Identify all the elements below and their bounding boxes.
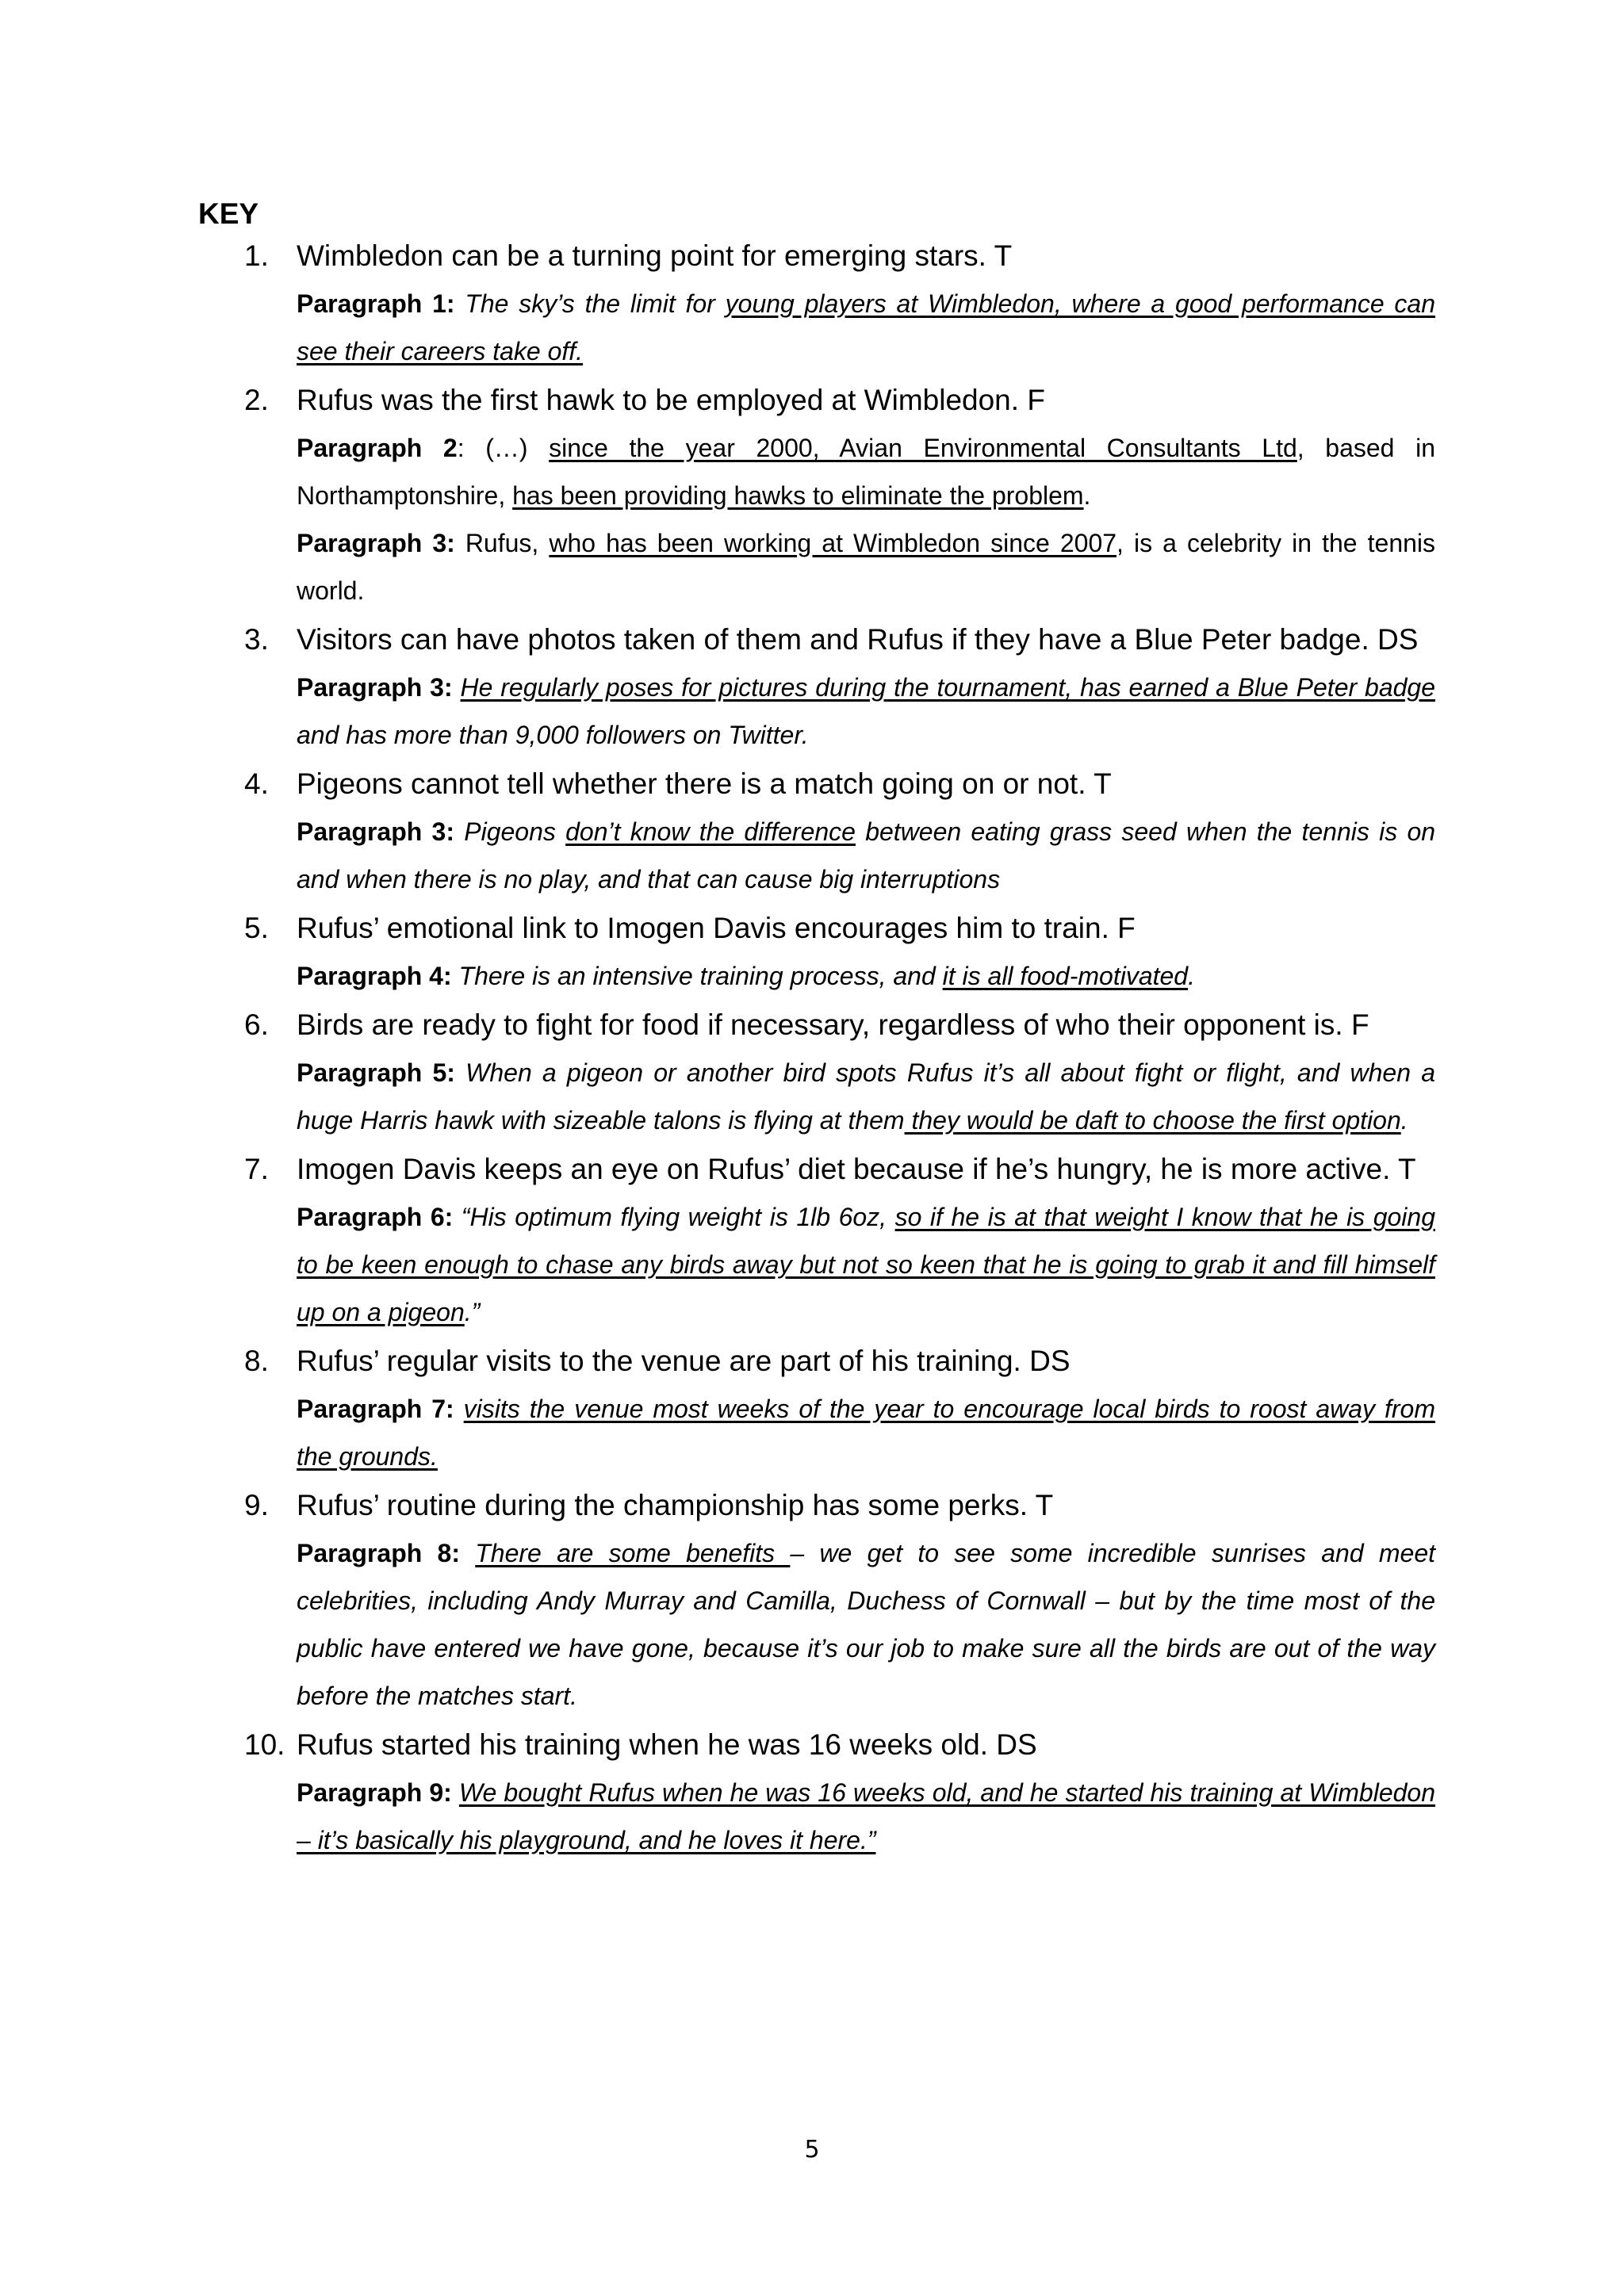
evidence-quote [297,952,1435,1000]
underlined-quote-text: We bought Rufus when he was 16 weeks old, and he started his training at Wimbledon – it’s basically his playground, and he loves it here.” [297,1778,1436,1854]
item-number: 2. [244,384,269,416]
quote-text [452,962,459,990]
quote-text [455,1058,465,1087]
paragraph-label: Paragraph 4: [297,962,452,990]
paragraph-label: Paragraph 3: [297,817,454,846]
answer-item [198,1001,1435,1144]
item-statement: Visitors can have photos taken of them and Rufus if they have a Blue Peter badge. DS [297,623,1419,656]
paragraph-label: Paragraph 8: [297,1539,460,1567]
item-number: 9. [244,1489,269,1521]
underlined-quote-text: since the year 2000, Avian Environmental Consultants Ltd [549,434,1297,462]
evidence-quote [297,664,1435,759]
underlined-quote-text: visits the venue most weeks of the year to encourage local birds to roost away from the grounds. [297,1395,1436,1471]
quote-text: : (…) [457,434,550,462]
underlined-quote-text: it is all food-motivated [942,962,1189,990]
evidence-quote [297,1385,1435,1480]
quote-text: . [1400,1106,1408,1135]
paragraph-label: Paragraph 1: [297,289,455,318]
quote-text [452,1778,459,1807]
quote-text: When a pigeon or another bird spots Rufus it’s all about fight or flight, and when a huge Harris hawk with sizeable talons is flying at them [297,1058,1436,1135]
evidence-quote [297,1769,1435,1864]
quote-text: “His optimum flying weight is 1lb 6oz, [461,1203,895,1231]
item-number: 4. [244,767,269,800]
item-number: 1. [244,239,269,272]
quote-text: and has more than 9,000 followers on Twitter. [297,721,809,749]
quote-text [460,1539,475,1567]
evidence-quote [297,808,1435,903]
item-statement: Rufus started his training when he was 16 weeks old. DS [297,1728,1037,1761]
item-number: 3. [244,623,269,656]
quote-text: , based in Northamptonshire, [297,434,1435,510]
answer-item [198,1337,1435,1480]
item-statement: Birds are ready to fight for food if necessary, regardless of who their opponent is. F [297,1008,1369,1041]
paragraph-label: Paragraph 7: [297,1395,454,1423]
quote-text: – we get to see some incredible sunrises and meet celebrities, including Andy Murray and Camilla, Duchess of Cornwall – but by the time most of the public have entered we have gone, because it’s our job to make sure all the birds are out of the way before the matches start. [297,1539,1436,1710]
quote-text: between eating grass seed when the tennis is on and when there is no play, and that can cause big interruptions [297,817,1436,894]
paragraph-label: Paragraph 3: [297,673,453,702]
quote-text: . [1083,481,1091,510]
item-statement: Pigeons cannot tell whether there is a match going on or not. T [297,767,1112,800]
answer-item [198,760,1435,903]
quote-text: The sky’s the limit for [465,289,726,318]
evidence-quote [297,280,1435,375]
item-number: 5. [244,912,269,944]
item-statement: Rufus’ regular visits to the venue are part of his training. DS [297,1345,1071,1377]
page-number: 5 [804,2136,820,2164]
underlined-quote-text: young players at Wimbledon, where a good performance can see their careers take off. [297,289,1436,365]
answer-item [198,377,1435,614]
quote-text: , is a celebrity in the tennis world. [297,529,1436,605]
underlined-quote-text: don’t know the difference [565,817,856,846]
quote-text [453,1203,462,1231]
underlined-quote-text: He regularly poses for pictures during the tournament, has earned a Blue Peter badge [460,673,1436,702]
paragraph-label: Paragraph 9: [297,1778,452,1807]
underlined-quote-text: they would be daft to choose the first option [904,1106,1401,1135]
item-statement: Wimbledon can be a turning point for emerging stars. T [297,239,1013,272]
item-statement: Rufus was the first hawk to be employed at Wimbledon. F [297,384,1045,416]
quote-text: . [1188,962,1195,990]
answer-item [198,232,1435,375]
answer-item [198,1146,1435,1336]
item-number: 8. [244,1345,269,1377]
quote-text: .” [464,1298,481,1326]
answer-item [198,905,1435,1000]
answer-item [198,616,1435,759]
quote-text [454,817,464,846]
item-number: 6. [244,1008,269,1041]
answer-item [198,1721,1435,1864]
quote-text: Rufus, [454,529,550,557]
evidence-quote [297,1049,1435,1144]
answer-key-list [198,232,1435,1866]
evidence-quote [297,1193,1435,1336]
paragraph-label: Paragraph 3: [297,529,455,557]
answer-item [198,1482,1435,1720]
key-heading: KEY [198,197,259,230]
quote-text [454,1395,464,1423]
underlined-quote-text: who has been working at Wimbledon since 2007 [549,529,1117,557]
paragraph-label: Paragraph 6: [297,1203,454,1231]
evidence-quote [297,424,1435,519]
evidence-quote [297,519,1435,614]
paragraph-label: Paragraph 2 [297,434,458,462]
underlined-quote-text: has been providing hawks to eliminate the problem [512,481,1084,510]
evidence-quote [297,1529,1435,1720]
underlined-quote-text: There are some benefits [475,1539,791,1567]
underlined-quote-text: so if he is at that weight I know that he is going to be keen enough to chase any birds away but not so keen that he is going to grab it and fill himself up on a pigeon [297,1203,1435,1326]
paragraph-label: Paragraph 5: [297,1058,455,1087]
item-statement: Rufus’ emotional link to Imogen Davis encourages him to train. F [297,912,1136,944]
quote-text: There is an intensive training process, and [458,962,943,990]
item-number: 10. [244,1728,285,1761]
quote-text [453,673,461,702]
item-statement: Imogen Davis keeps an eye on Rufus’ diet because if he’s hungry, he is more active. T [297,1153,1416,1185]
item-statement: Rufus’ routine during the championship has some perks. T [297,1489,1054,1521]
quote-text [455,289,465,318]
quote-text: Pigeons [464,817,566,846]
item-number: 7. [244,1153,269,1185]
